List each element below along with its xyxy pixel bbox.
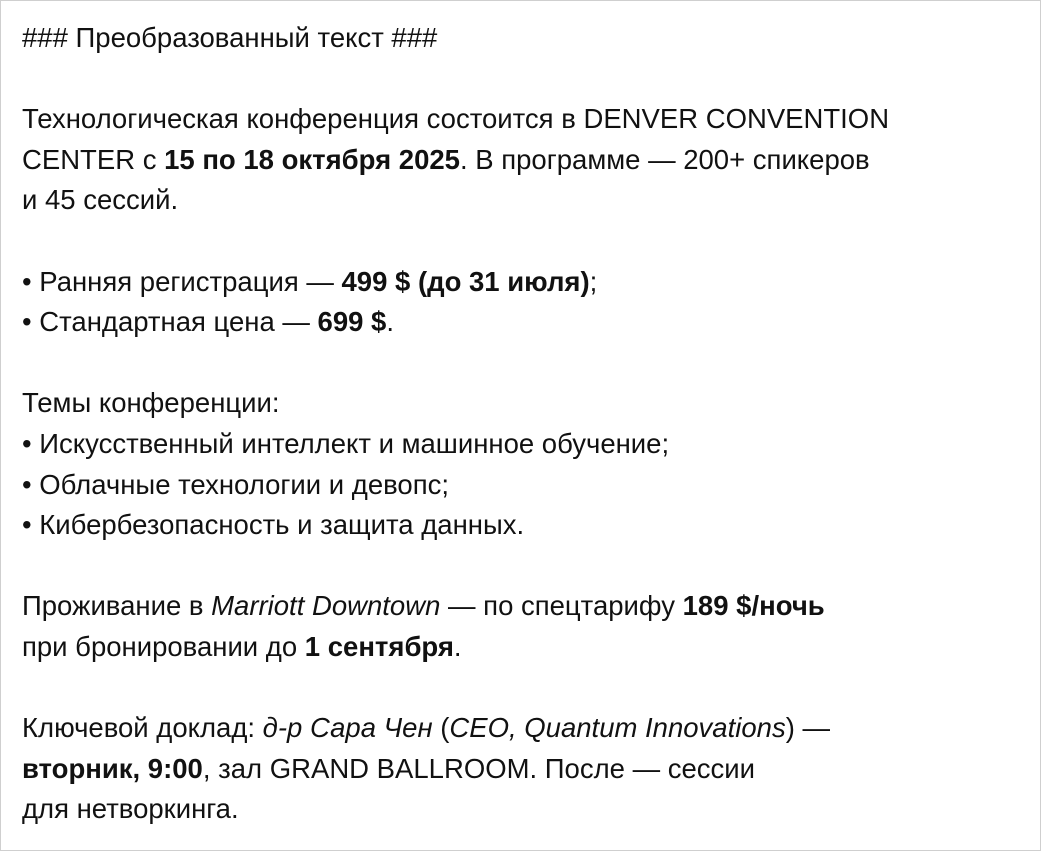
conference-dates: 15 по 18 октября 2025 [164,143,460,175]
price-label: • Стандартная цена — [22,306,318,338]
price-early [22,262,1022,303]
punctuation: . [386,306,394,338]
topic-item: • Кибербезопасность и защита данных. [22,509,525,541]
document-title: ### Преобразованный текст ### [22,22,438,53]
intro-text: CENTER с [22,143,165,175]
early-price-value: 499 $ (до 31 июля) [341,265,590,297]
keynote-line-2 [22,749,1022,790]
punctuation: ; [589,265,598,297]
lodging-text: Проживание в [22,590,212,622]
blank-line [22,221,1022,262]
hotel-name: Marriott Downtown [211,590,441,622]
lodging-line-1 [22,586,1022,627]
price-label: • Ранняя регистрация — [22,265,342,297]
keynote-line-3: для нетворкинга. [22,793,239,825]
intro-text: . В программе — 200+ спикеров [459,143,870,175]
topic-item: • Облачные технологии и девопс; [22,468,449,500]
keynote-text: ( [432,712,450,744]
price-standard [22,302,1022,343]
keynote-speaker: д-р Сара Чен [262,712,433,744]
topic-item: • Искусственный интеллект и машинное обучение; [22,427,670,459]
lodging-text: при бронировании до [22,630,305,662]
keynote-text: Ключевой доклад: [22,712,263,744]
hotel-rate: 189 $/ночь [682,590,825,622]
keynote-line-1 [22,708,1022,749]
speaker-affiliation: CEO, Quantum Innovations [449,712,786,744]
lodging-line-2 [22,627,1022,668]
blank-line [22,59,1022,100]
lodging-text: — по спецтарифу [440,590,683,622]
booking-deadline: 1 сентября [304,630,454,662]
intro-line-3: и 45 сессий. [22,184,179,216]
intro-line-1: Технологическая конференция состоится в DENVER CONVENTION [22,103,890,135]
keynote-text: ) — [785,712,831,744]
standard-price-value: 699 $ [317,306,387,338]
blank-line [22,343,1022,384]
blank-line [22,668,1022,709]
intro-line-2 [22,140,1022,181]
document-body [22,18,1022,830]
blank-line [22,546,1022,587]
punctuation: . [453,630,462,662]
keynote-text: , зал GRAND BALLROOM. После — сессии [202,752,755,784]
keynote-time: вторник, 9:00 [22,752,203,784]
topics-heading: Темы конференции: [22,387,280,419]
